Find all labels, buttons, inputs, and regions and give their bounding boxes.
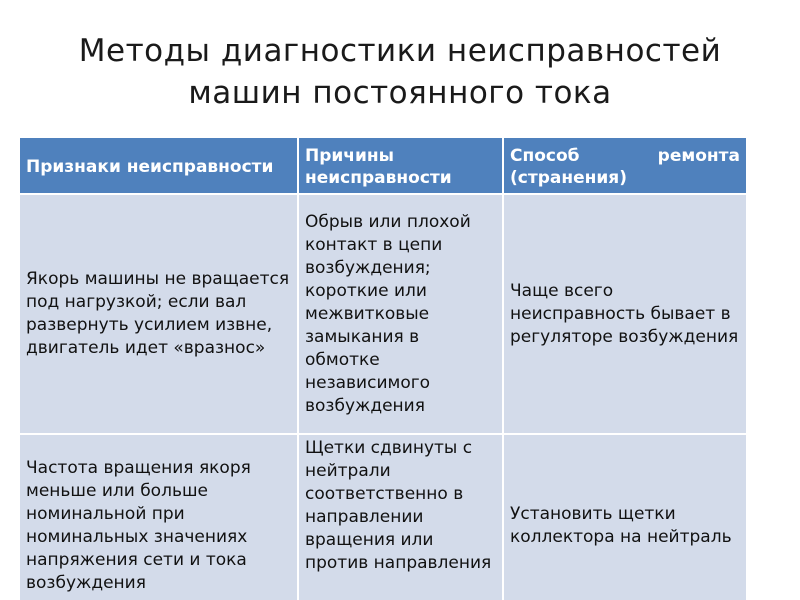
cell-cause: Обрыв или плохой контакт в цепи возбуждения; короткие или межвитковые замыкания в обмотке независимого возбуждения [298, 194, 503, 434]
cell-cause: Щетки сдвинуты с нейтрали соответственно в направлении вращения или против направления [298, 434, 503, 600]
slide-title-line-1: Методы диагностики неисправностей [78, 33, 722, 69]
header-repair-method: Способ ремонта (странения) [503, 138, 747, 194]
cell-symptom: Якорь машины не вращается под нагрузкой; если вал развернуть усилием извне, двигатель идет «вразнос» [20, 194, 298, 434]
diagnostics-table [20, 138, 748, 600]
header-causes: Причины неисправности [298, 138, 503, 194]
slide-title [0, 30, 800, 114]
table-row [20, 194, 747, 434]
slide-title-line-2: машин постоянного тока [188, 75, 612, 111]
header-symptoms: Признаки неисправности [20, 138, 298, 194]
table-row [20, 434, 747, 600]
cell-symptom: Частота вращения якоря меньше или больше номинальной при номинальных значениях напряжения сети и тока возбуждения [20, 434, 298, 600]
cell-repair: Установить щетки коллектора на нейтраль [503, 434, 747, 600]
table-header-row [20, 138, 747, 194]
cell-repair: Чаще всего неисправность бывает в регуляторе возбуждения [503, 194, 747, 434]
